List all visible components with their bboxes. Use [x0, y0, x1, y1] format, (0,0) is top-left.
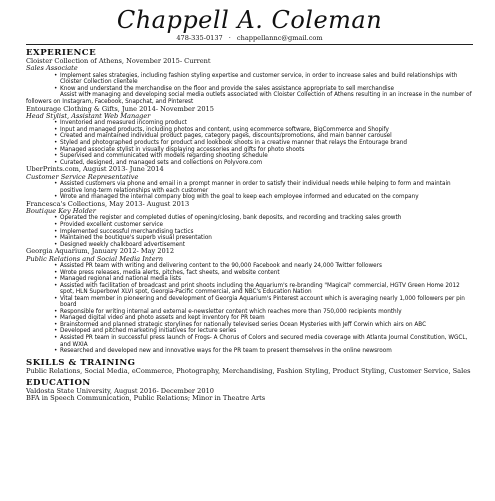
job-company: UberPrints.com, August 2013- June 2014	[26, 165, 164, 174]
job-bullets	[26, 73, 473, 106]
bullet-item: • Assisted PR team with writing and delivering content to the 90,000 Facebook and nearly 24,000 Twitter followers	[60, 263, 473, 270]
job-company: Georgia Aquarium, January 2012- May 2012	[26, 247, 175, 256]
contact-line	[26, 34, 473, 42]
job-role: Head Stylist, Assistant Web Manager	[26, 111, 151, 120]
bullet-item: • Styled and photographed products for product and lookbook shoots in a creative manner that relays the Entourage brand	[60, 140, 473, 147]
bullet-item: • Supervised and communicated with models regarding shooting schedule	[60, 153, 473, 160]
bullet-item: • Maintained the boutique's superb visual presentation	[60, 235, 473, 242]
bullet-item: • Managed digital video and photo assets and kept inventory for PR team	[60, 315, 473, 322]
resume-page	[0, 6, 495, 501]
bullet-item: • Developed and pitched marketing initiatives for lecture series	[60, 328, 473, 335]
bullet-item: • Inventoried and measured incoming product	[60, 120, 473, 127]
job-entry	[26, 166, 473, 200]
job-company: Entourage Clothing & Gifts, June 2014- November 2015	[26, 104, 214, 113]
bullet-item: • Assist with managing and developing social media outlets associated with Cloister Collection of Athens resulting in an increase in the number of followers on Instagram, Facebook, Snapchat, and Pinterest	[26, 92, 473, 105]
bullet-item: • Wrote press releases, media alerts, pitches, fact sheets, and website content	[60, 270, 473, 277]
phone-number: 478-335-0137	[176, 34, 223, 42]
education-degree: BFA in Speech Communication, Public Relations; Minor in Theatre Arts	[26, 394, 266, 403]
bullet-item: • Implement sales strategies, including fashion styling expertise and customer service, in order to increase sales and build relationships with Cloister Collection clientele	[60, 73, 473, 86]
job-bullets	[26, 263, 473, 355]
candidate-name: Chappell A. Coleman	[116, 6, 383, 34]
bullet-item: • Designed weekly chalkboard advertisement	[60, 242, 473, 249]
bullet-item: • Implemented successful merchandising tactics	[60, 229, 473, 236]
bullet-item: • Created and maintained individual product pages, category pages, discounts/promotions, and main banner carousel	[60, 133, 473, 140]
job-company: Cloister Collection of Athens, November 2015- Current	[26, 57, 211, 65]
bullet-item: • Brainstormed and planned strategic storylines for nationally televised series Ocean Mysteries with Jeff Corwin which airs on ABC	[60, 322, 473, 329]
job-entry	[26, 58, 473, 106]
email-address: chappellannc@gmail.com	[236, 34, 323, 42]
job-bullets	[26, 181, 473, 201]
job-role: Public Relations and Social Media Intern	[26, 254, 164, 263]
contact-separator: ·	[228, 34, 231, 42]
job-role: Customer Service Representative	[26, 172, 139, 181]
bullet-item: • Managed associate stylist in visually displaying accessories and gifts for photo shoots	[60, 147, 473, 154]
job-role: Sales Associate	[26, 64, 78, 73]
bullet-item: • Curated, designed, and managed sets and collections on Polyvore.com	[60, 160, 473, 167]
job-bullets	[26, 215, 473, 248]
job-entry	[26, 201, 473, 249]
bullet-item: • Provided excellent customer service	[60, 222, 473, 229]
job-entry	[26, 248, 473, 354]
experience-heading: EXPERIENCE	[26, 48, 97, 58]
skills-text: Public Relations, Social Media, eCommerce, Photography, Merchandising, Fashion Styling, Product Styling, Customer Service, Sales	[26, 366, 471, 375]
bullet-item: • Responsible for writing internal and external e-newsletter content which reaches more than 750,000 recipients monthly	[60, 309, 473, 316]
job-role: Boutique Key Holder	[26, 207, 96, 216]
bullet-item: • Input and managed products, including photos and content, using ecommerce software, BigCommerce and Shopify	[60, 127, 473, 134]
skills-heading: SKILLS & TRAINING	[26, 357, 136, 368]
bullet-item: • Researched and developed new and innovative ways for the PR team to present themselves in the online newsroom	[60, 348, 473, 355]
bullet-item: • Wrote and managed the internal company blog with the goal to keep each employee informed and educated on the company	[60, 194, 473, 201]
bullet-item: • Managed regional and national media lists	[60, 276, 473, 283]
job-company: Francesca's Collections, May 2013- August 2013	[26, 199, 190, 208]
bullet-item: • Operated the register and completed duties of opening/closing, bank deposits, and recording and tracking sales growth	[60, 215, 473, 222]
bullet-item: • Assisted PR team in successful press launch of Frogs- A Chorus of Colors and secured media coverage with Atlanta Journal Constitution, WGCL, and WXIA	[60, 335, 473, 348]
bullet-item: • Know and understand the merchandise on the floor and provide the sales assistance appropriate to sell merchandise	[60, 86, 473, 93]
bullet-item: • Assisted with facilitation of broadcast and print shoots including the Aquarium's re-branding "Magical" commercial, HGTV Green Home 2012 spot, HLN Superbowl XLVI spot, Georgia-Pacific commercial, and NBC's Education Nation	[60, 283, 473, 296]
education-school: Valdosta State University, August 2016- December 2010	[26, 387, 214, 396]
job-entry	[26, 106, 473, 167]
bullet-item: • Vital team member in pioneering and development of Georgia Aquarium's Pinterest account which is averaging nearly 1,000 followers per pin board	[60, 296, 473, 309]
job-bullets	[26, 120, 473, 166]
header-divider	[26, 44, 473, 45]
bullet-item: • Assisted customers via phone and email in a prompt manner in order to satisfy their individual needs while helping to form and maintain positive long-term relationships with each customer	[60, 181, 473, 194]
education-heading: EDUCATION	[26, 378, 91, 389]
